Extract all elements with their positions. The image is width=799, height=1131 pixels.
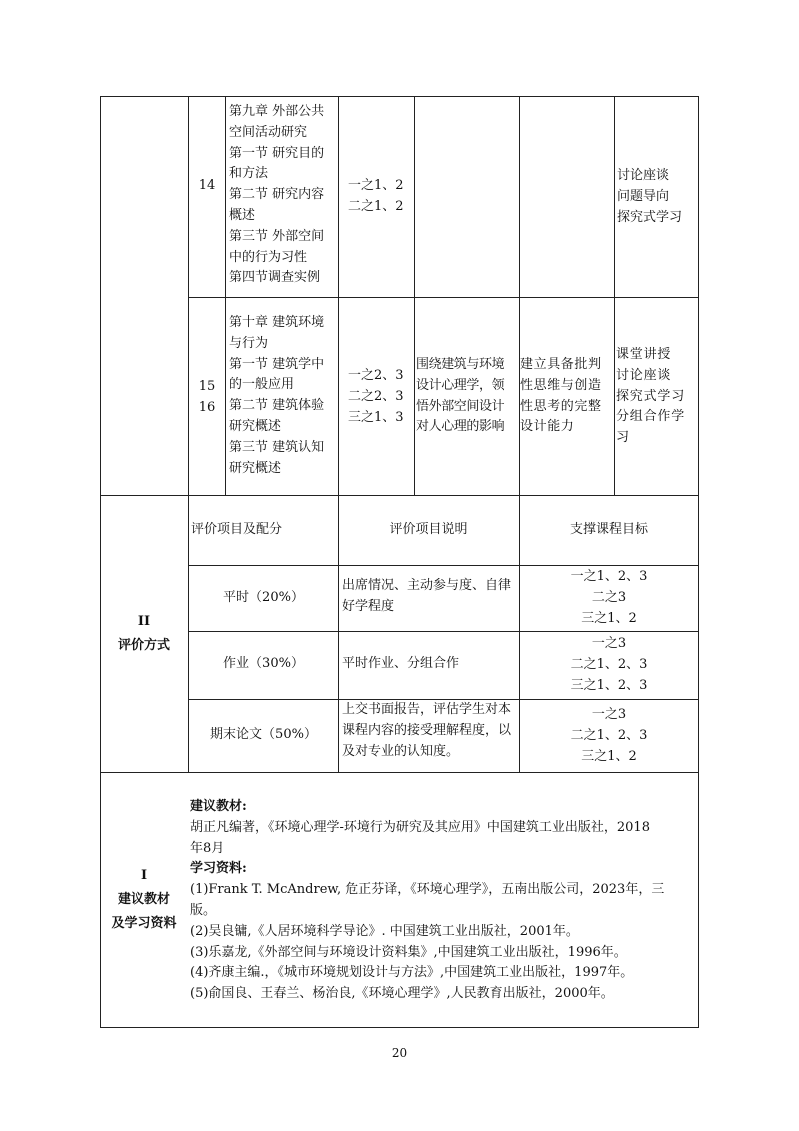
- resource-line: (4)齐康主编.，《城市环境规划设计与方法》,中国建筑工业出版社，1997年。: [190, 965, 634, 981]
- target-line: 三之1、2、3: [570, 677, 648, 693]
- method-cell: [616, 345, 699, 449]
- column-divider: [414, 96, 415, 495]
- content-line: 第三节 建筑认知: [229, 439, 325, 455]
- week-number: 14: [198, 178, 216, 193]
- goal-line: 一之2、3: [348, 368, 404, 383]
- eval-header-description: [338, 520, 519, 541]
- textbook-line: 年8月: [190, 840, 225, 856]
- content-line: 第二节 建筑体验: [229, 398, 325, 414]
- row-divider: [100, 772, 699, 773]
- section-title: 建议教材: [117, 892, 170, 907]
- target-line: 二之1、2、3: [570, 656, 648, 672]
- target-line: 一之3: [591, 636, 627, 651]
- resources-heading: 学习资料:: [190, 861, 247, 877]
- item-name-text: 作业（30%）: [223, 656, 304, 671]
- content-line: 第四节调查实例: [229, 270, 321, 286]
- method-line: 讨论座谈: [616, 367, 672, 383]
- ability-line: 建立具备批判: [520, 357, 602, 372]
- content-cell: [229, 313, 337, 479]
- knowledge-line: 设计心理学，领: [416, 377, 505, 393]
- ability-line: 设计能力: [520, 419, 575, 435]
- method-line: 探究式学习: [616, 388, 686, 404]
- method-line: 问题导向: [617, 188, 670, 204]
- eval-item-targets: [519, 705, 699, 767]
- header-text: 评价项目及配分: [191, 522, 283, 537]
- content-line: 的一般应用: [229, 377, 295, 393]
- content-line: 中的行为习性: [229, 249, 308, 265]
- content-line: 研究概述: [229, 418, 282, 434]
- content-line: 第二节 研究内容: [229, 187, 325, 203]
- row-divider: [188, 565, 699, 566]
- method-line: 讨论座谈: [617, 168, 670, 183]
- row-divider: [188, 297, 699, 298]
- knowledge-line: 对人心理的影响: [416, 419, 505, 435]
- section-title: 及学习资料: [111, 916, 177, 931]
- eval-item-targets: [519, 567, 699, 629]
- section-numeral: I: [140, 868, 148, 883]
- textbook-heading: 建议教材:: [190, 799, 247, 814]
- description-line: 出席情况、主动参与度、自律: [342, 578, 512, 593]
- goal-cell: [348, 176, 413, 218]
- eval-item-name: [189, 725, 338, 746]
- method-line: 课堂讲授: [616, 347, 672, 362]
- resource-line: (2)吴良镛,《人居环境科学导论》. 中国建筑工业出版社，2001年。: [190, 923, 579, 939]
- knowledge-line: 围绕建筑与环境: [416, 357, 505, 372]
- method-line: 探究式学习: [617, 209, 683, 225]
- target-line: 一之1、2、3: [570, 569, 648, 584]
- section-numeral: II: [137, 614, 151, 629]
- ability-line: 性思维与创造: [520, 377, 602, 393]
- column-divider: [225, 96, 226, 495]
- column-divider: [614, 96, 615, 495]
- method-cell: [617, 166, 699, 228]
- description-line: 及对专业的认知度。: [342, 743, 460, 759]
- knowledge-cell: [416, 355, 519, 438]
- eval-item-name: [189, 654, 338, 675]
- column-divider: [338, 96, 339, 495]
- content-cell: [229, 102, 337, 289]
- content-line: 空间活动研究: [229, 124, 308, 140]
- description-line: 好学程度: [342, 598, 395, 614]
- eval-header-item: [191, 520, 337, 541]
- resource-line: (5)俞国良、王春兰、杨治良,《环境心理学》,人民教育出版社，2000年。: [190, 986, 614, 1002]
- goal-line: 一之1、2: [348, 178, 404, 193]
- item-name-text: 平时（20%）: [223, 590, 304, 605]
- materials-content: [190, 797, 697, 1005]
- eval-item-targets: [519, 634, 699, 696]
- goal-line: 二之2、3: [348, 388, 404, 404]
- description-line: 课程内容的接受理解程度，以: [342, 722, 512, 738]
- resource-line: (3)乐嘉龙,《外部空间与环境设计资料集》,中国建筑工业出版社，1996年。: [190, 944, 627, 960]
- content-line: 概述: [229, 207, 256, 223]
- materials-section-label: [100, 864, 188, 936]
- ability-line: 性思考的完整: [520, 398, 602, 414]
- header-text: 评价项目说明: [389, 522, 468, 537]
- week-number: 15: [198, 379, 216, 394]
- ability-cell: [520, 355, 614, 438]
- textbook-line: 胡正凡编著，《环境心理学-环境行为研究及其应用》中国建筑工业出版社，2018: [190, 819, 650, 835]
- content-line: 第十章 建筑环境: [229, 315, 325, 330]
- eval-item-description: [342, 700, 518, 762]
- method-line: 分组合作学: [616, 409, 686, 425]
- knowledge-line: 悟外部空间设计: [416, 398, 505, 414]
- row-divider: [188, 631, 699, 632]
- content-line: 和方法: [229, 166, 269, 182]
- resource-line: 版。: [190, 902, 217, 918]
- target-line: 二之3: [591, 589, 627, 605]
- row-divider: [100, 495, 699, 496]
- goal-line: 二之1、2: [348, 198, 404, 214]
- content-line: 第一节 建筑学中: [229, 356, 325, 372]
- target-line: 三之1、2: [581, 610, 637, 626]
- resource-line: (1)Frank T. McAndrew, 危正芬译，《环境心理学》，五南出版公司，2023年，三: [190, 882, 665, 898]
- target-line: 一之3: [591, 707, 627, 722]
- evaluation-section-label: [100, 610, 188, 658]
- target-line: 三之1、2: [581, 748, 637, 764]
- target-line: 二之1、2、3: [570, 727, 648, 743]
- method-line: 习: [616, 430, 630, 446]
- description-line: 上交书面报告，评估学生对本: [342, 702, 512, 717]
- item-name-text: 期末论文（50%）: [210, 727, 317, 742]
- content-line: 第九章 外部公共: [229, 104, 325, 119]
- week-cell: [189, 377, 225, 419]
- eval-item-description: [342, 576, 518, 618]
- content-line: 与行为: [229, 335, 269, 351]
- eval-header-targets: [519, 520, 699, 541]
- section-title: 评价方式: [117, 638, 170, 653]
- content-line: 研究概述: [229, 460, 282, 476]
- content-line: 第一节 研究目的: [229, 145, 325, 161]
- week-cell: [189, 176, 225, 197]
- eval-item-name: [189, 588, 338, 609]
- content-line: 第三节 外部空间: [229, 228, 325, 244]
- week-number: 16: [198, 399, 216, 415]
- goal-line: 三之1、3: [348, 409, 404, 425]
- page-number: 20: [391, 1046, 408, 1060]
- description-line: 平时作业、分组合作: [342, 656, 460, 671]
- goal-cell: [348, 366, 413, 428]
- header-text: 支撑课程目标: [569, 522, 648, 537]
- eval-item-description: [342, 654, 518, 675]
